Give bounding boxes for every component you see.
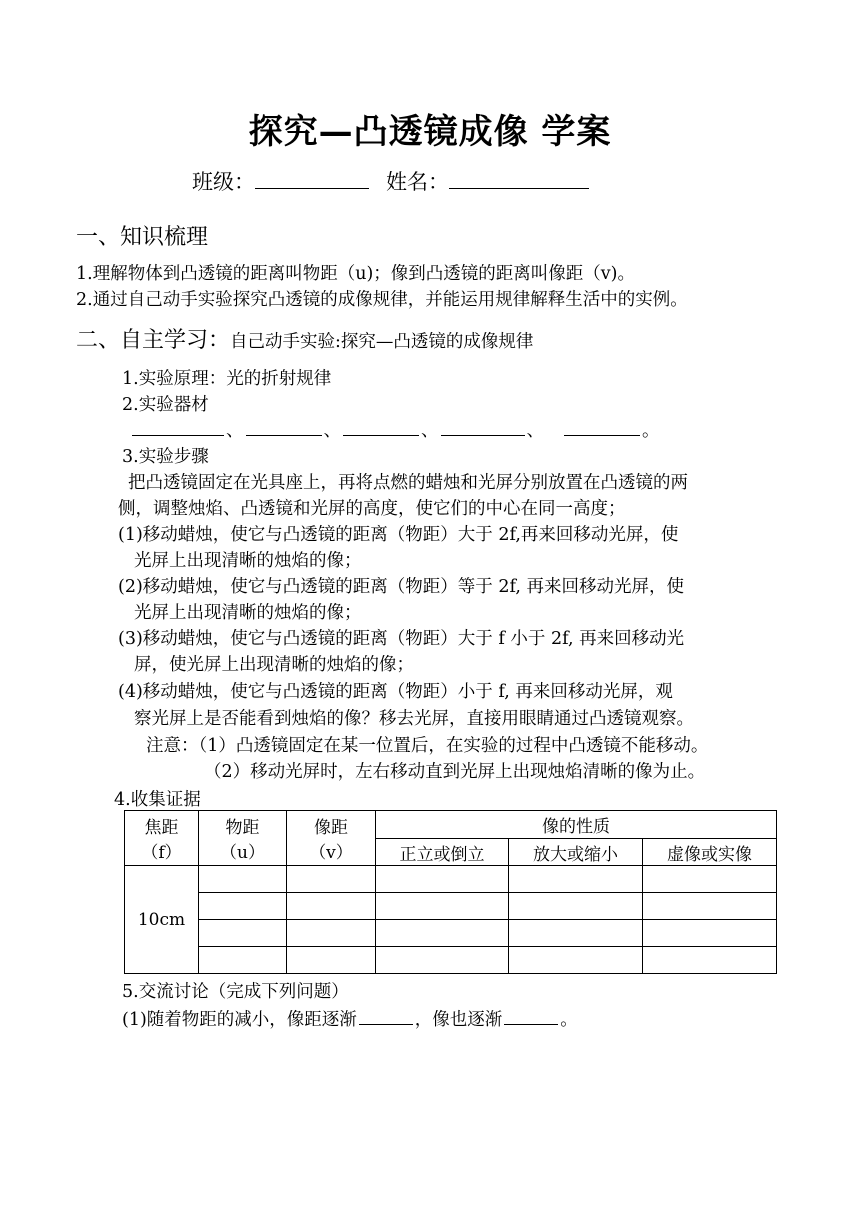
table-cell[interactable] bbox=[509, 866, 643, 893]
table-cell[interactable] bbox=[643, 947, 777, 974]
equipment-blank-3[interactable] bbox=[343, 419, 419, 436]
page-title: 探究—凸透镜成像 学案 bbox=[248, 112, 612, 152]
name-label: 姓名： bbox=[386, 170, 449, 194]
section1-item-2: 2.通过自己动手实验探究凸透镜的成像规律，并能运用规律解释生活中的实例。 bbox=[76, 290, 688, 310]
focal-value: 10cm bbox=[125, 866, 199, 974]
equipment-blanks bbox=[130, 417, 660, 442]
question-1-text-b: ，像也逐渐 bbox=[414, 1010, 503, 1030]
class-label: 班级： bbox=[192, 170, 255, 194]
evidence-title: 4.收集证据 bbox=[114, 790, 201, 810]
section1-item-1: 1.理解物体到凸透镜的距离叫物距（u)；像到凸透镜的距离叫像距（v)。 bbox=[76, 264, 636, 284]
table-row bbox=[125, 893, 777, 920]
table-cell[interactable] bbox=[199, 920, 287, 947]
table-cell[interactable] bbox=[199, 893, 287, 920]
table-cell[interactable] bbox=[376, 893, 509, 920]
name-field bbox=[386, 166, 589, 196]
table-cell[interactable] bbox=[287, 893, 376, 920]
equipment-blank-2[interactable] bbox=[246, 419, 322, 436]
table-cell[interactable] bbox=[199, 947, 287, 974]
principle: 1.实验原理：光的折射规律 bbox=[122, 369, 332, 389]
header-image-distance: 像距 （v） bbox=[287, 811, 376, 866]
evidence-table bbox=[124, 810, 777, 974]
step-2-line-1: (2)移动蜡烛，使它与凸透镜的距离（物距）等于 2f, 再来回移动光屏，使 bbox=[118, 577, 684, 597]
section2-subheading: 自己动手实验:探究—凸透镜的成像规律 bbox=[230, 332, 534, 352]
header-focal: 焦距 （f） bbox=[125, 811, 199, 866]
section2-heading-line bbox=[76, 323, 533, 354]
equipment-blank-1[interactable] bbox=[132, 419, 224, 436]
header-enlarged-reduced: 放大或缩小 bbox=[509, 839, 643, 866]
table-cell[interactable] bbox=[287, 920, 376, 947]
question-1-blank-2[interactable] bbox=[504, 1008, 558, 1025]
table-cell[interactable] bbox=[376, 920, 509, 947]
table-cell[interactable] bbox=[509, 920, 643, 947]
equipment-title: 2.实验器材 bbox=[122, 395, 209, 415]
question-1 bbox=[122, 1006, 578, 1031]
table-cell[interactable] bbox=[199, 866, 287, 893]
step-2-line-2: 光屏上出现清晰的烛焰的像； bbox=[134, 603, 362, 623]
equipment-separator: 、 bbox=[226, 421, 244, 441]
equipment-end: 。 bbox=[642, 421, 660, 441]
equipment-separator: 、 bbox=[323, 421, 341, 441]
equipment-separator: 、 bbox=[526, 421, 544, 441]
header-upright-inverted: 正立或倒立 bbox=[376, 839, 509, 866]
note-1: 注意：（1）凸透镜固定在某一位置后，在实验的过程中凸透镜不能移动。 bbox=[146, 736, 709, 756]
table-cell[interactable] bbox=[509, 947, 643, 974]
equipment-separator: 、 bbox=[421, 421, 439, 441]
section1-heading: 一、知识梳理 bbox=[76, 225, 209, 250]
class-field bbox=[192, 166, 369, 196]
table-cell[interactable] bbox=[509, 893, 643, 920]
step-4-line-2: 察光屏上是否能看到烛焰的像？移去光屏，直接用眼睛通过凸透镜观察。 bbox=[134, 709, 694, 729]
equipment-blank-5[interactable] bbox=[564, 419, 640, 436]
question-1-text-a: (1)随着物距的减小，像距逐渐 bbox=[122, 1010, 357, 1030]
step-1-line-2: 光屏上出现清晰的烛焰的像； bbox=[134, 551, 362, 571]
discussion-title: 5.交流讨论（完成下列问题） bbox=[122, 982, 349, 1002]
question-1-blank-1[interactable] bbox=[359, 1008, 413, 1025]
header-virtual-real: 虚像或实像 bbox=[643, 839, 777, 866]
table-cell[interactable] bbox=[643, 866, 777, 893]
name-blank[interactable] bbox=[449, 168, 589, 189]
table-cell[interactable] bbox=[643, 893, 777, 920]
table-cell[interactable] bbox=[376, 947, 509, 974]
table-cell[interactable] bbox=[287, 947, 376, 974]
class-blank[interactable] bbox=[255, 168, 369, 189]
steps-intro-line-2: 侧，调整烛焰、凸透镜和光屏的高度，使它们的中心在同一高度； bbox=[118, 499, 626, 519]
table-cell[interactable] bbox=[643, 920, 777, 947]
step-4-line-1: (4)移动蜡烛，使它与凸透镜的距离（物距）小于 f, 再来回移动光屏，观 bbox=[118, 682, 673, 702]
table-row bbox=[125, 947, 777, 974]
equipment-blank-4[interactable] bbox=[441, 419, 525, 436]
table-row bbox=[125, 920, 777, 947]
steps-intro-line-1: 把凸透镜固定在光具座上，再将点燃的蜡烛和光屏分别放置在凸透镜的两 bbox=[128, 473, 688, 493]
header-object-distance: 物距 （u） bbox=[199, 811, 287, 866]
step-3-line-1: (3)移动蜡烛，使它与凸透镜的距离（物距）大于 f 小于 2f, 再来回移动光 bbox=[118, 629, 685, 649]
table-cell[interactable] bbox=[376, 866, 509, 893]
table-row bbox=[125, 866, 777, 893]
step-1-line-1: (1)移动蜡烛，使它与凸透镜的距离（物距）大于 2f,再来回移动光屏，使 bbox=[118, 525, 679, 545]
step-3-line-2: 屏，使光屏上出现清晰的烛焰的像； bbox=[134, 655, 414, 675]
note-2: （2）移动光屏时，左右移动直到光屏上出现烛焰清晰的像为止。 bbox=[204, 762, 706, 782]
steps-title: 3.实验步骤 bbox=[122, 447, 209, 467]
header-image-nature: 像的性质 bbox=[376, 811, 777, 839]
table-cell[interactable] bbox=[287, 866, 376, 893]
question-1-text-c: 。 bbox=[560, 1010, 578, 1030]
section2-heading: 二、自主学习： bbox=[76, 328, 231, 353]
